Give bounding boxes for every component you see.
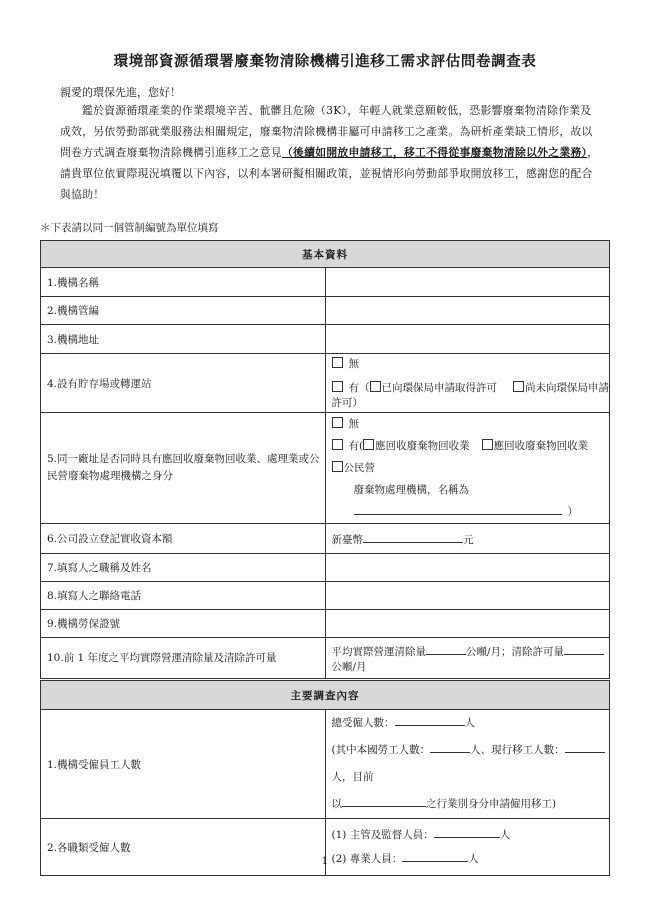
clearance-avg-label: 平均實際營運清除量 <box>331 645 426 658</box>
clearance-permit-label: 公噸/月；清除許可量 <box>466 645 565 658</box>
table-row <box>41 268 610 297</box>
local-workers-label: (其中本國勞工人數： <box>331 744 431 756</box>
basic-section-header: 基本資料 <box>41 241 610 268</box>
identity-opt3-label: 公民營 <box>343 462 375 474</box>
storage-not-permitted-label: 尚未向環保局申請許可） <box>331 382 609 409</box>
identity-none-checkbox[interactable] <box>332 417 343 428</box>
basic-header-row <box>41 241 610 268</box>
industry-blank[interactable] <box>342 795 426 807</box>
identity-opt2-checkbox[interactable] <box>482 439 493 450</box>
migrant-workers-blank[interactable] <box>565 741 605 753</box>
identity-none-label: 無 <box>348 418 359 430</box>
storage-site-options <box>325 354 610 413</box>
survey-header-row <box>41 680 610 710</box>
storage-none-label: 無 <box>348 358 359 370</box>
identity-opt1-checkbox[interactable] <box>363 439 374 450</box>
table-row <box>41 325 610 354</box>
storage-none-checkbox[interactable] <box>332 357 343 368</box>
intro-emphasis: （後續如開放申請移工，移工不得從事廢棄物清除以外之業務） <box>281 146 588 159</box>
identity-opt3-checkbox[interactable] <box>332 461 343 472</box>
page-title: 環境部資源循環署廢棄物清除機構引進移工需求評估問卷調查表 <box>113 53 537 70</box>
insurance-no-label: 9.機構勞保證號 <box>41 610 326 638</box>
industry-suffix: 之行業別身分申請僱用移工) <box>426 798 557 810</box>
capital-label: 6.公司設立登記實收資本額 <box>41 524 326 554</box>
table-note: ＊下表請以同一個管制編號為單位填寫 <box>40 222 219 234</box>
org-name-label: 1.機構名稱 <box>41 268 326 297</box>
dual-identity-options <box>325 413 610 524</box>
identity-opt1-label: 應回收廢棄物回收業 <box>375 440 470 452</box>
greeting: 親愛的環保先進，您好！ <box>60 86 181 99</box>
clearance-avg-blank[interactable] <box>426 643 466 655</box>
current-label: 人，目前 <box>331 771 374 783</box>
identity-yes-label: 有( <box>348 440 364 452</box>
page-number: 1 <box>321 855 329 867</box>
org-address-field[interactable] <box>325 325 610 354</box>
table-row <box>41 297 610 325</box>
insurance-no-field[interactable] <box>325 610 610 638</box>
table-row <box>41 610 610 638</box>
migrant-workers-label: 人、現行移工人數： <box>470 744 565 756</box>
storage-site-label: 4.設有貯存場或轉運站 <box>41 354 326 413</box>
storage-not-permitted-checkbox[interactable] <box>513 381 524 392</box>
clearance-cell <box>325 638 610 680</box>
identity-close: ） <box>567 506 578 518</box>
filler-name-label: 7.填寫人之職稱及姓名 <box>41 554 326 582</box>
identity-opt2-label: 應回收廢棄物回收業 <box>493 440 589 452</box>
intro-text: 鑑於資源循環產業的作業環境辛苦、骯髒且危險（3K），年輕人就業意願較低，恐影響廢棄物清除作業及成效，另依勞動部就業服務法相關規定，廢棄物清除機構非屬可申請移工之產業。為研析產業缺工情形，故以問卷方式調查廢棄物清除機構引進移工之意見 <box>60 104 593 159</box>
storage-yes-checkbox[interactable] <box>332 381 343 392</box>
org-name-field[interactable] <box>325 268 610 297</box>
capital-suffix: 元 <box>463 533 474 546</box>
filler-phone-field[interactable] <box>325 582 610 610</box>
identity-name-label: 廢棄物處理機構，名稱為 <box>353 484 469 496</box>
survey-section-header: 主要調查內容 <box>41 680 610 710</box>
capital-prefix: 新臺幣 <box>331 533 363 546</box>
capital-cell <box>325 524 610 554</box>
clearance-label: 10.前 1 年度之平均實際營運清除量及清除許可量 <box>41 638 326 680</box>
clearance-permit-blank[interactable] <box>564 643 604 655</box>
org-code-field[interactable] <box>325 297 610 325</box>
survey-table <box>40 240 610 876</box>
total-employees-unit: 人 <box>464 717 475 729</box>
identity-name-blank[interactable] <box>354 503 562 515</box>
org-address-label: 3.機構地址 <box>41 325 326 354</box>
table-row <box>41 582 610 610</box>
local-workers-blank[interactable] <box>430 741 470 753</box>
filler-name-field[interactable] <box>325 554 610 582</box>
storage-permitted-label: 已向環保局申請取得許可 <box>381 382 497 394</box>
employees-cell <box>325 710 610 819</box>
managers-blank[interactable] <box>434 826 500 838</box>
managers-unit: 人 <box>499 829 511 841</box>
table-row <box>41 554 610 582</box>
intro-text-end: ，請貴單位依實際現況填覆以下內容，以利本署研擬相關政策，並視情形向勞動部爭取開放移工，感謝您的配合與協助！ <box>60 146 599 201</box>
professionals-label: (2) 專業人員： <box>331 853 403 865</box>
identity-yes-checkbox[interactable] <box>332 439 343 450</box>
professionals-unit: 人 <box>468 853 479 865</box>
capital-blank[interactable] <box>363 531 463 543</box>
table-row <box>41 524 610 554</box>
filler-phone-label: 8.填寫人之聯絡電話 <box>41 582 326 610</box>
table-row <box>41 413 610 524</box>
storage-permitted-checkbox[interactable] <box>370 381 381 392</box>
table-row <box>41 354 610 413</box>
dual-identity-label: 5.同一廠址是否同時具有應回收廢棄物回收業、處理業或公民營廢棄物處理機構之身分 <box>41 413 326 524</box>
clearance-unit: 公噸/月 <box>331 660 367 673</box>
table-row <box>41 638 610 680</box>
table-row <box>41 710 610 819</box>
total-employees-blank[interactable] <box>395 714 465 726</box>
managers-label: (1) 主管及監督人員： <box>331 829 434 841</box>
employees-label: 1.機構受僱員工人數 <box>41 710 326 819</box>
org-code-label: 2.機構管編 <box>41 297 326 325</box>
industry-prefix: 以 <box>331 798 342 810</box>
total-employees-label: 總受僱人數： <box>331 717 395 729</box>
intro-paragraph <box>60 100 600 205</box>
storage-yes-label: 有（ <box>348 382 370 394</box>
job-categories-label: 2.各職類受僱人數 <box>41 819 326 876</box>
